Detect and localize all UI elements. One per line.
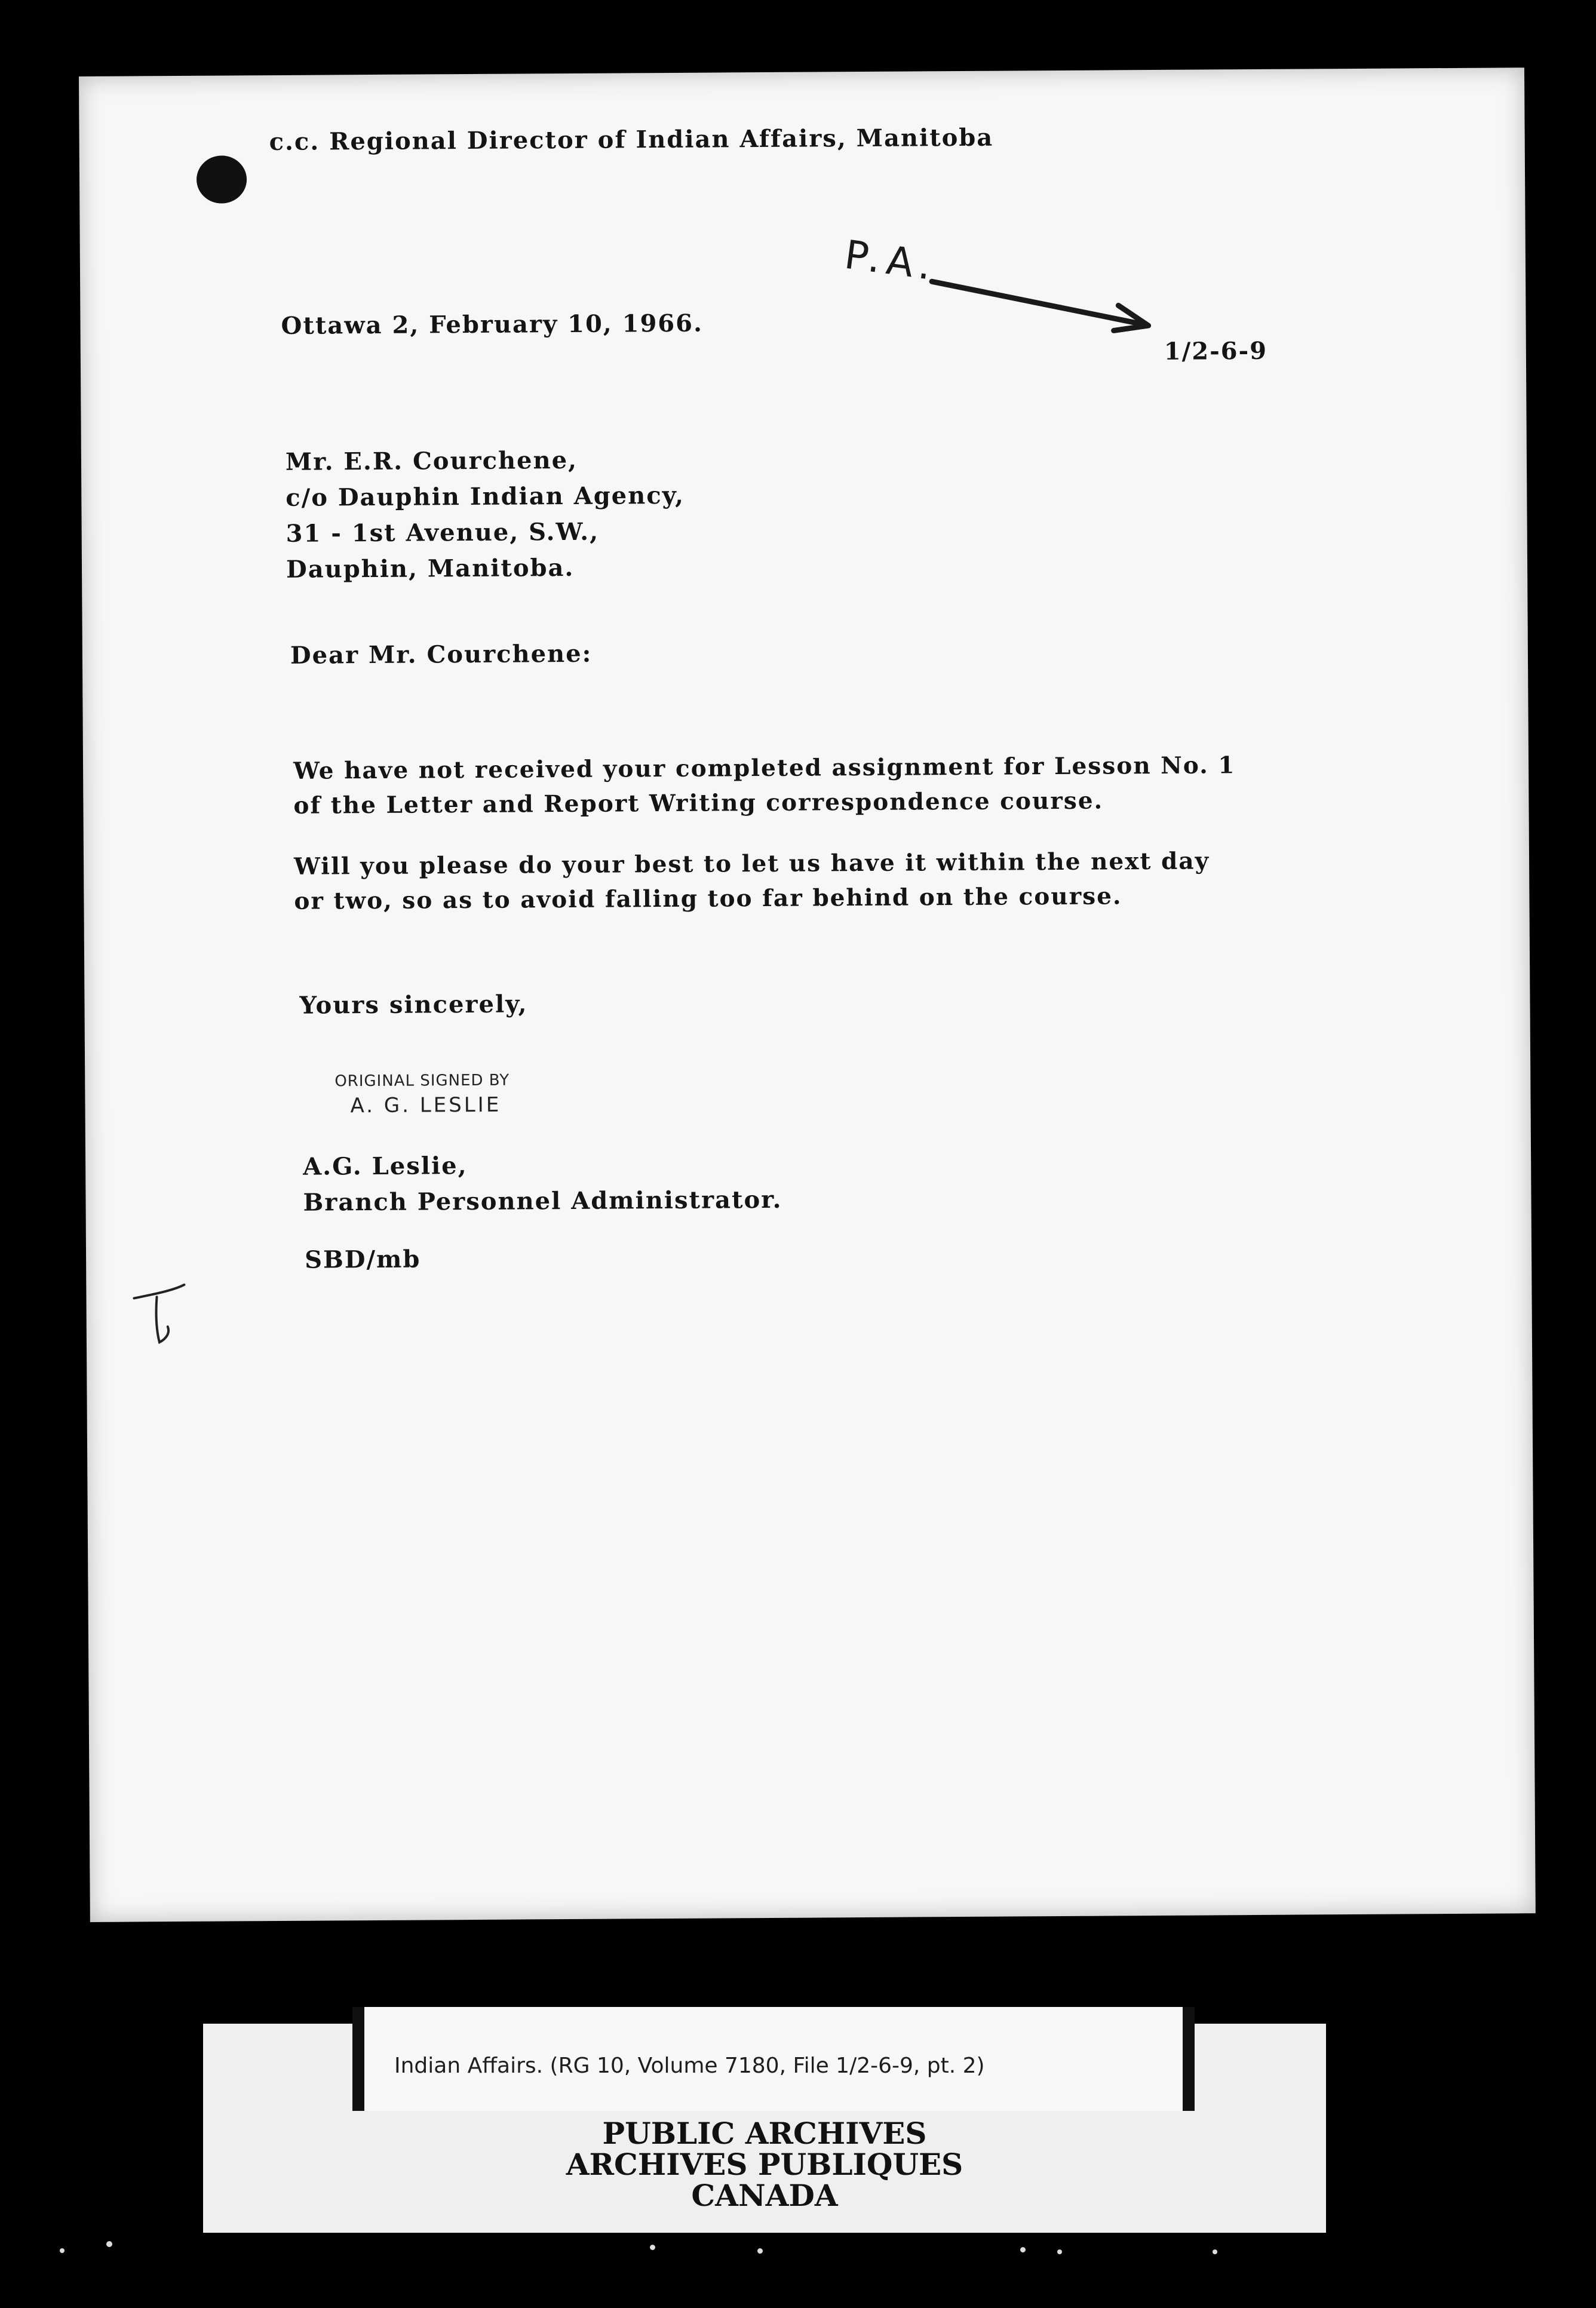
letter-date: Ottawa 2, February 10, 1966. <box>281 309 704 340</box>
paragraph-line: of the Letter and Report Writing correspondence course. <box>293 787 1104 820</box>
letter-page <box>79 67 1536 1922</box>
signer-name: A.G. Leslie, <box>303 1152 468 1181</box>
signature-stamp <box>334 1072 510 1118</box>
film-speck <box>1020 2247 1026 2252</box>
address-line: 31 - 1st Avenue, S.W., <box>286 517 600 548</box>
cc-line: c.c. Regional Director of Indian Affairs, Manitoba <box>269 123 994 156</box>
handwritten-note: P.A. <box>842 231 940 290</box>
salutation: Dear Mr. Courchene: <box>290 639 593 670</box>
handwritten-margin-mark-icon <box>122 1276 194 1355</box>
archive-stamp <box>203 2118 1326 2211</box>
archive-line: ARCHIVES PUBLIQUES <box>566 2147 963 2182</box>
archive-line: PUBLIC ARCHIVES <box>602 2116 927 2151</box>
stamp-line: ORIGINAL SIGNED BY <box>334 1071 510 1091</box>
file-number: 1/2-6-9 <box>1164 336 1268 366</box>
body-paragraph-2 <box>294 843 1210 918</box>
recipient-address <box>286 442 685 588</box>
film-speck <box>1213 2249 1217 2254</box>
body-paragraph-1 <box>293 748 1236 823</box>
handwritten-arrow-icon <box>928 267 1168 340</box>
address-line: c/o Dauphin Indian Agency, <box>286 481 685 512</box>
closing: Yours sincerely, <box>299 990 528 1020</box>
film-speck <box>106 2241 112 2247</box>
typist-initials: SBD/mb <box>304 1245 421 1274</box>
paragraph-line: We have not received your completed assignment for Lesson No. 1 <box>293 751 1236 785</box>
film-speck <box>60 2248 65 2253</box>
address-line: Dauphin, Manitoba. <box>286 553 575 584</box>
film-speck <box>757 2248 763 2254</box>
punch-hole <box>197 155 247 204</box>
film-speck <box>650 2245 655 2250</box>
archive-reference: Indian Affairs. (RG 10, Volume 7180, File 1/2-6-9, pt. 2) <box>394 2054 985 2078</box>
stamp-name: A. G. LESLIE <box>350 1092 502 1118</box>
paragraph-line: Will you please do your best to let us have it within the next day <box>293 847 1210 880</box>
paragraph-line: or two, so as to avoid falling too far behind on the course. <box>294 882 1122 915</box>
archive-line: CANADA <box>691 2178 838 2213</box>
address-line: Mr. E.R. Courchene, <box>285 446 578 476</box>
signature-block <box>303 1146 782 1221</box>
signer-title: Branch Personnel Administrator. <box>303 1185 782 1217</box>
film-speck <box>1057 2249 1062 2254</box>
